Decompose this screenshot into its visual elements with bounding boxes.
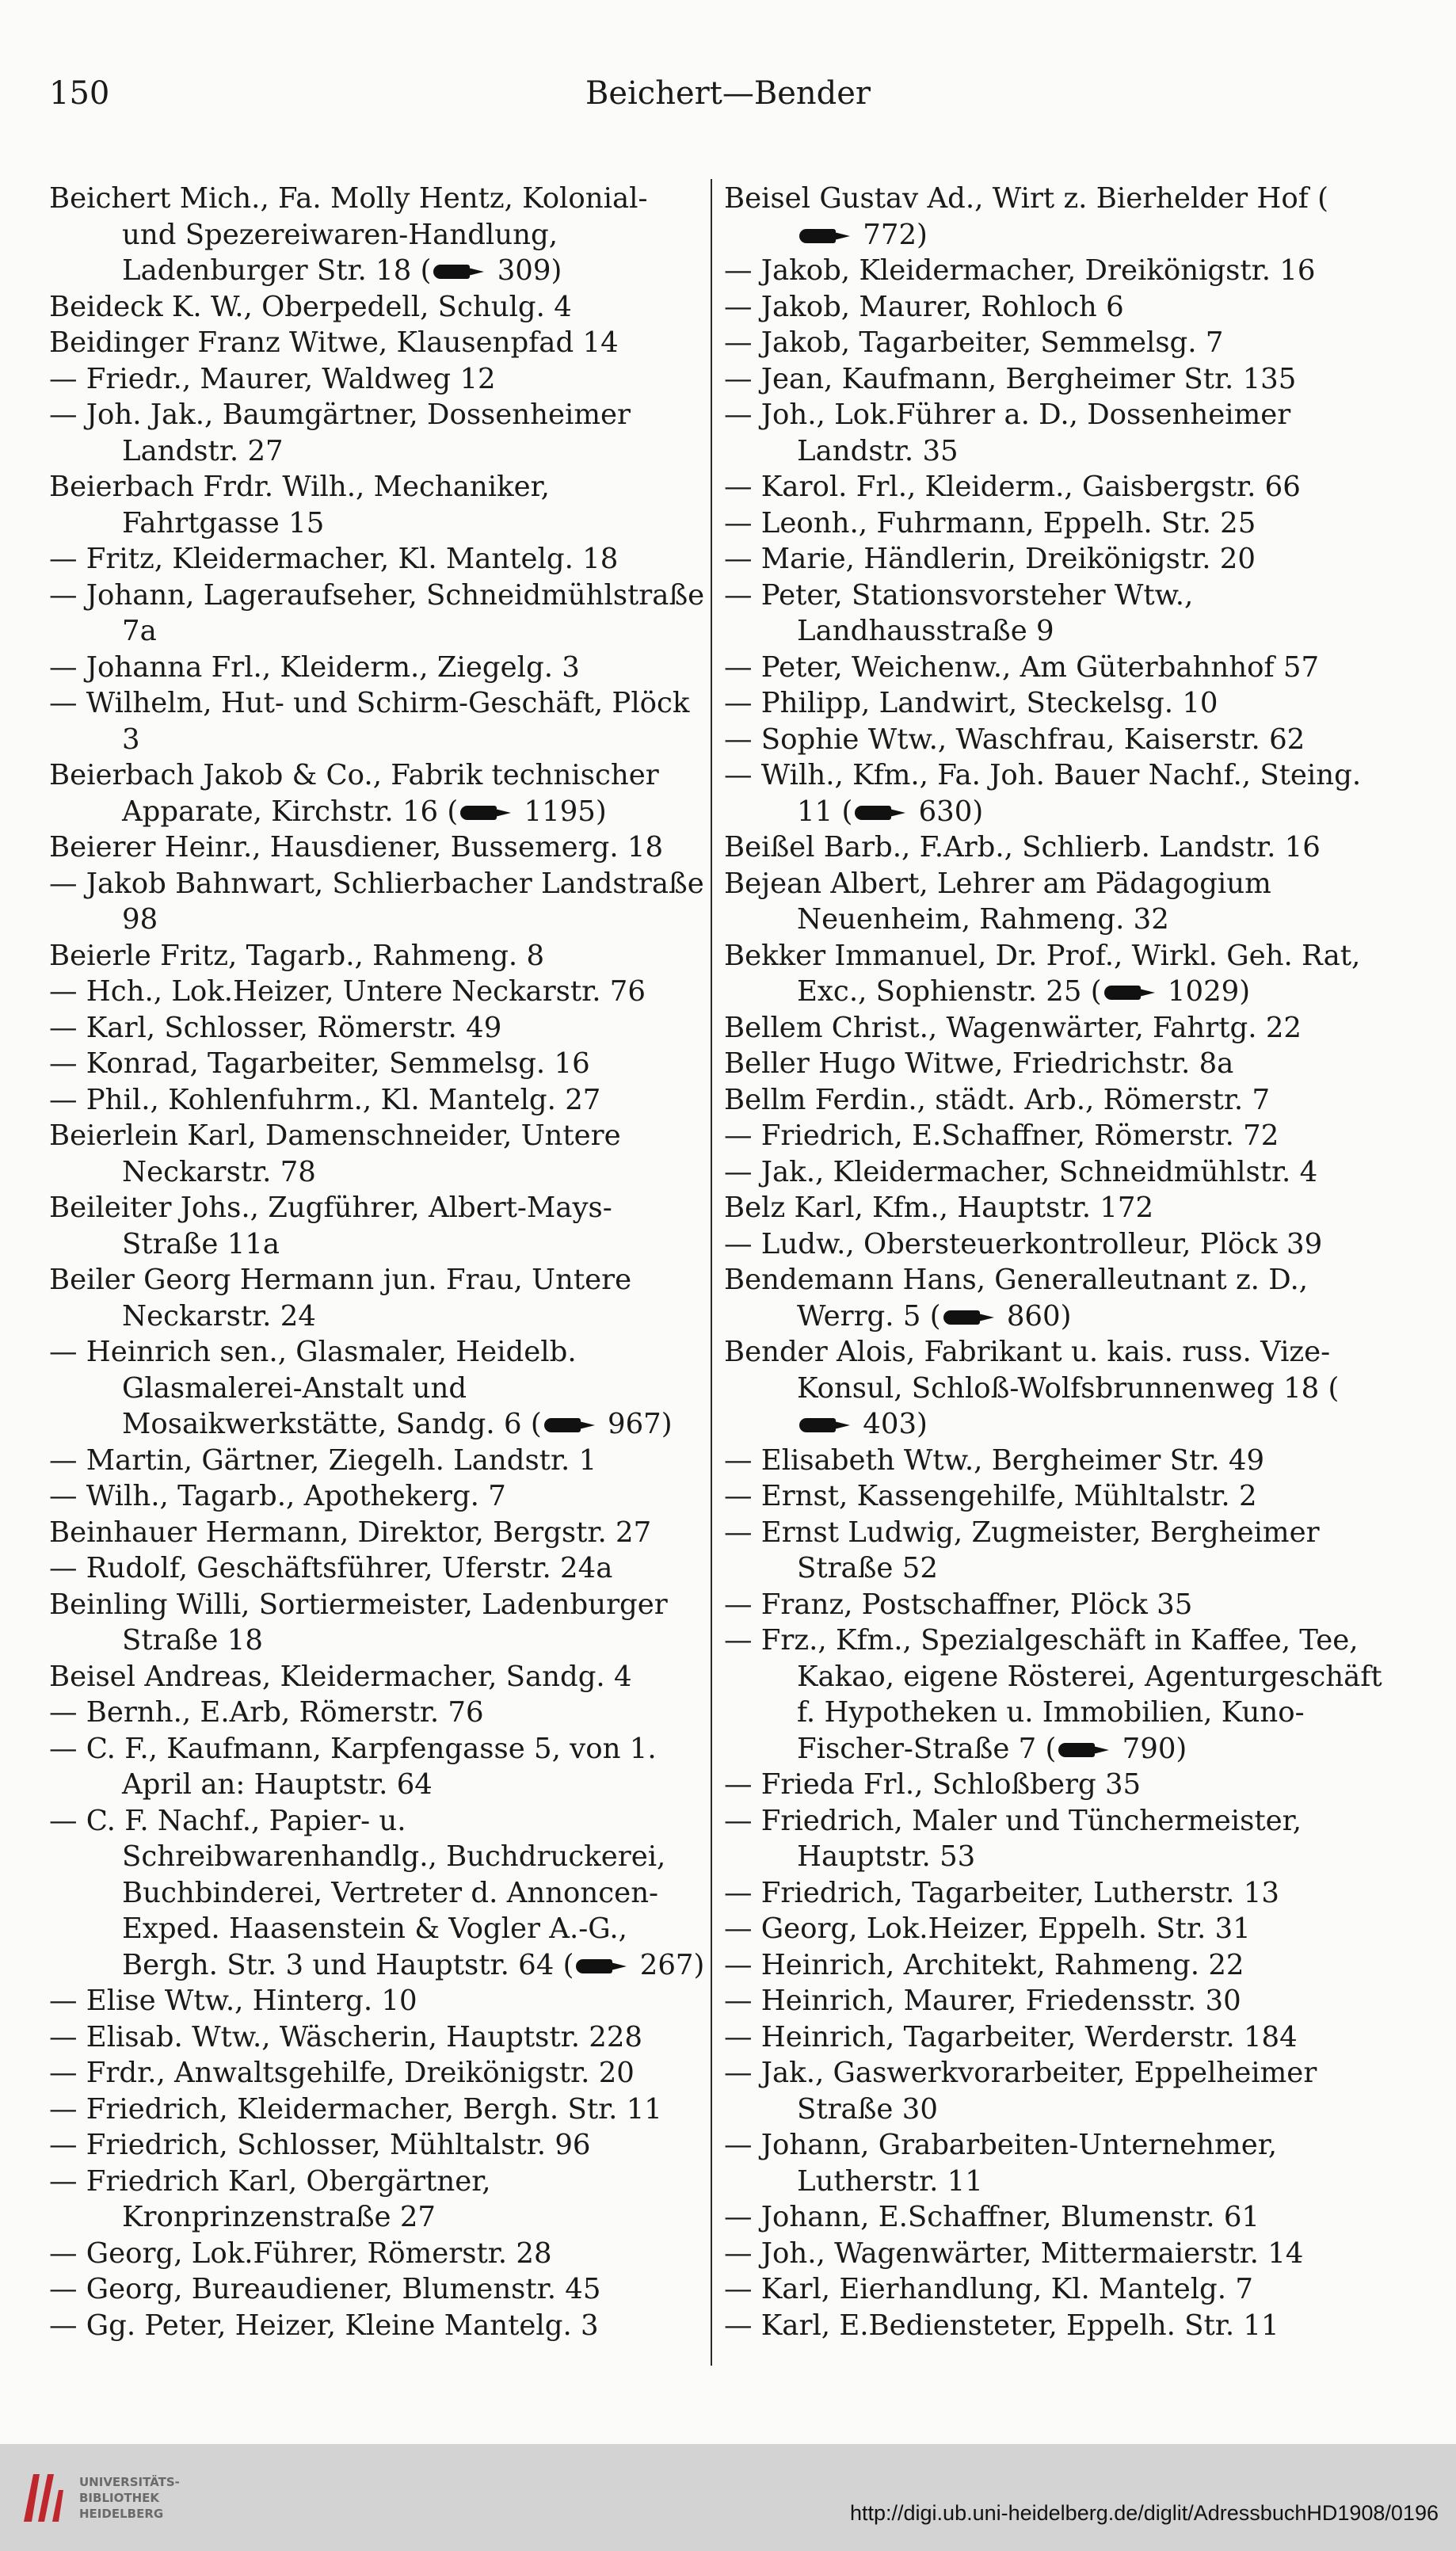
directory-entry: — Johanna Frl., Kleiderm., Ziegelg. 3 xyxy=(49,650,580,684)
directory-entry: — Jakob, Kleidermacher, Dreikönigstr. 16 xyxy=(724,254,1316,287)
directory-entry: — Frieda Frl., Schloßberg 35 xyxy=(724,1768,1142,1801)
directory-entry: Beller Hugo Witwe, Friedrichstr. 8a xyxy=(724,1047,1234,1080)
directory-entry: — Phil., Kohlenfuhrm., Kl. Mantelg. 27 xyxy=(49,1083,601,1116)
right-column xyxy=(724,181,1383,2343)
directory-entry: — Fritz, Kleidermacher, Kl. Mantelg. 18 xyxy=(49,543,619,575)
directory-entry: Bellm Ferdin., städt. Arb., Römerstr. 7 xyxy=(724,1083,1271,1116)
directory-entry: — C. F., Kaufmann, Karpfengasse 5, von 1. April an: Hauptstr. 64 xyxy=(49,1732,657,1801)
directory-entry: Beierer Heinr., Hausdiener, Bussemerg. 18 xyxy=(49,831,664,864)
directory-entry: Beichert Mich., Fa. Molly Hentz, Kolonial- und Spezereiwaren-Handlung, Ladenburger Str. 18 ( 309) xyxy=(49,182,648,287)
directory-entry: — Georg, Lok.Führer, Römerstr. 28 xyxy=(49,2236,552,2270)
directory-entry: — Joh., Lok.Führer a. D., Dossenheimer Landstr. 35 xyxy=(724,398,1291,467)
directory-entry: — Leonh., Fuhrmann, Eppelh. Str. 25 xyxy=(724,506,1256,540)
directory-entry: Beideck K. W., Oberpedell, Schulg. 4 xyxy=(49,290,572,323)
directory-entry: — Friedrich, Maler und Tünchermeister, Hauptstr. 53 xyxy=(724,1804,1302,1873)
directory-entry: — Joh., Wagenwärter, Mittermaierstr. 14 xyxy=(724,2236,1304,2270)
directory-entry: — Ernst, Kassengehilfe, Mühltalstr. 2 xyxy=(724,1480,1257,1512)
directory-entry: Beinling Willi, Sortiermeister, Ladenburger Straße 18 xyxy=(49,1588,668,1657)
directory-entry: — Johann, E.Schaffner, Blumenstr. 61 xyxy=(724,2201,1260,2233)
left-column xyxy=(49,181,708,2343)
directory-entry: — Gg. Peter, Heizer, Kleine Mantelg. 3 xyxy=(49,2309,599,2342)
directory-entry: — Frz., Kfm., Spezialgeschäft in Kaffee, Tee, Kakao, eigene Rösterei, Agenturgeschäft f. Hypotheken u. Immobilien, Kuno-Fischer-Straße 7 ( 790) xyxy=(724,1624,1382,1765)
directory-entry: — Rudolf, Geschäftsführer, Uferstr. 24a xyxy=(49,1552,613,1584)
page-title: Beichert—Bender xyxy=(585,75,871,112)
directory-entry: — Wilhelm, Hut- und Schirm-Geschäft, Plöck 3 xyxy=(49,687,690,756)
source-url-link[interactable]: http://digi.ub.uni-heidelberg.de/diglit/AdressbuchHD1908/0196 xyxy=(849,2501,1439,2525)
directory-entry: Bellem Christ., Wagenwärter, Fahrtg. 22 xyxy=(724,1011,1302,1044)
directory-entry: — Marie, Händlerin, Dreikönigstr. 20 xyxy=(724,543,1256,575)
directory-entry: — C. F. Nachf., Papier- u. Schreibwarenhandlg., Buchdruckerei, Buchbinderei, Vertreter d. Annoncen-Exped. Haasenstein & Vogler A.-G., Bergh. Str. 3 und Hauptstr. 64 ( 267) xyxy=(49,1804,705,1981)
directory-entry: — Heinrich, Maurer, Friedensstr. 30 xyxy=(724,1985,1241,2017)
directory-entry: Bekker Immanuel, Dr. Prof., Wirkl. Geh. Rat, Exc., Sophienstr. 25 ( 1029) xyxy=(724,939,1361,1008)
directory-entry: — Friedrich, E.Schaffner, Römerstr. 72 xyxy=(724,1119,1279,1152)
directory-entry: — Heinrich sen., Glasmaler, Heidelb. Glasmalerei-Anstalt und Mosaikwerkstätte, Sandg. 6 ( 967) xyxy=(49,1336,673,1440)
directory-entry: — Heinrich, Architekt, Rahmeng. 22 xyxy=(724,1948,1244,1981)
directory-entry: — Friedr., Maurer, Waldweg 12 xyxy=(49,362,496,395)
directory-entry: — Jak., Gaswerkvorarbeiter, Eppelheimer Straße 30 xyxy=(724,2057,1317,2126)
directory-entry: — Bernh., E.Arb, Römerstr. 76 xyxy=(49,1696,484,1729)
directory-entry: — Ludw., Obersteuerkontrolleur, Plöck 39 xyxy=(724,1227,1323,1260)
directory-entry: Beileiter Johs., Zugführer, Albert-Mays-Straße 11a xyxy=(49,1192,612,1260)
directory-entry: Beidinger Franz Witwe, Klausenpfad 14 xyxy=(49,326,619,359)
directory-entry: — Peter, Weichenw., Am Güterbahnhof 57 xyxy=(724,650,1320,684)
telephone-icon xyxy=(943,1307,996,1328)
directory-entry: — Jakob, Tagarbeiter, Semmelsg. 7 xyxy=(724,326,1224,359)
directory-entry: — Karl, Eierhandlung, Kl. Mantelg. 7 xyxy=(724,2273,1253,2305)
directory-entry: Beierbach Frdr. Wilh., Mechaniker, Fahrtgasse 15 xyxy=(49,471,550,540)
directory-entry: — Wilh., Kfm., Fa. Joh. Bauer Nachf., Steing. 11 ( 630) xyxy=(724,759,1362,828)
directory-entry: Beierle Fritz, Tagarb., Rahmeng. 8 xyxy=(49,939,545,972)
telephone-icon xyxy=(433,261,486,282)
directory-entry: — Philipp, Landwirt, Steckelsg. 10 xyxy=(724,687,1218,719)
page-number: 150 xyxy=(49,75,110,112)
telephone-icon xyxy=(855,803,907,823)
directory-entry: — Friedrich, Tagarbeiter, Lutherstr. 13 xyxy=(724,1876,1279,1909)
directory-entry: — Peter, Stationsvorsteher Wtw., Landhausstraße 9 xyxy=(724,578,1194,647)
directory-entry: — Wilh., Tagarb., Apothekerg. 7 xyxy=(49,1480,506,1512)
directory-entry: — Karl, E.Bediensteter, Eppelh. Str. 11 xyxy=(724,2309,1279,2342)
directory-entry: — Friedrich, Schlosser, Mühltalstr. 96 xyxy=(49,2129,591,2161)
directory-entry: — Frdr., Anwaltsgehilfe, Dreikönigstr. 20 xyxy=(49,2057,635,2089)
directory-entry: — Joh. Jak., Baumgärtner, Dossenheimer Landstr. 27 xyxy=(49,398,631,467)
directory-entry: — Konrad, Tagarbeiter, Semmelsg. 16 xyxy=(49,1047,590,1080)
directory-entry: Beiler Georg Hermann jun. Frau, Untere Neckarstr. 24 xyxy=(49,1264,632,1333)
directory-entry: — Franz, Postschaffner, Plöck 35 xyxy=(724,1588,1193,1621)
directory-entry: — Ernst Ludwig, Zugmeister, Bergheimer Straße 52 xyxy=(724,1516,1320,1584)
directory-entry: Bendemann Hans, Generalleutnant z. D., Werrg. 5 ( 860) xyxy=(724,1264,1309,1333)
directory-entry: — Sophie Wtw., Waschfrau, Kaiserstr. 62 xyxy=(724,723,1305,756)
directory-entry: — Jakob Bahnwart, Schlierbacher Landstraße 98 xyxy=(49,867,704,936)
directory-entry: Beierbach Jakob & Co., Fabrik technischer Apparate, Kirchstr. 16 ( 1195) xyxy=(49,759,659,828)
directory-entry: — Jakob, Maurer, Rohloch 6 xyxy=(724,290,1124,323)
directory-entry: — Martin, Gärtner, Ziegelh. Landstr. 1 xyxy=(49,1443,597,1477)
directory-entry: — Karl, Schlosser, Römerstr. 49 xyxy=(49,1011,502,1044)
telephone-icon xyxy=(460,803,513,823)
directory-entry: — Georg, Bureaudiener, Blumenstr. 45 xyxy=(49,2273,601,2305)
directory-entry: — Friedrich, Kleidermacher, Bergh. Str. 11 xyxy=(49,2092,662,2126)
directory-entry: Beinhauer Hermann, Direktor, Bergstr. 27 xyxy=(49,1516,652,1549)
directory-entry: Belz Karl, Kfm., Hauptstr. 172 xyxy=(724,1192,1154,1224)
telephone-icon xyxy=(544,1415,597,1436)
telephone-icon xyxy=(799,1415,852,1436)
telephone-icon xyxy=(799,226,852,246)
directory-entry: Bejean Albert, Lehrer am Pädagogium Neuenheim, Rahmeng. 32 xyxy=(724,867,1271,936)
telephone-icon xyxy=(576,1956,628,1977)
directory-entry: — Jean, Kaufmann, Bergheimer Str. 135 xyxy=(724,362,1297,395)
telephone-icon xyxy=(1104,982,1157,1003)
directory-entry: Beierlein Karl, Damenschneider, Untere Neckarstr. 78 xyxy=(49,1119,621,1188)
directory-entry: — Heinrich, Tagarbeiter, Werderstr. 184 xyxy=(724,2020,1298,2053)
telephone-icon xyxy=(1058,1740,1111,1760)
directory-entry: Beisel Andreas, Kleidermacher, Sandg. 4 xyxy=(49,1660,632,1693)
directory-entry: — Johann, Grabarbeiten-Unternehmer, Lutherstr. 11 xyxy=(724,2129,1278,2198)
directory-entry: — Johann, Lageraufseher, Schneidmühlstraße 7a xyxy=(49,578,705,647)
column-divider xyxy=(711,179,712,2366)
directory-entry: — Jak., Kleidermacher, Schneidmühlstr. 4 xyxy=(724,1155,1318,1188)
directory-entry: — Hch., Lok.Heizer, Untere Neckarstr. 76 xyxy=(49,975,646,1008)
directory-entry: — Elisab. Wtw., Wäscherin, Hauptstr. 228 xyxy=(49,2020,643,2053)
directory-entry: — Friedrich Karl, Obergärtner, Kronprinzenstraße 27 xyxy=(49,2164,491,2233)
directory-entry: — Elise Wtw., Hinterg. 10 xyxy=(49,1985,417,2017)
directory-entry: — Elisabeth Wtw., Bergheimer Str. 49 xyxy=(724,1443,1265,1477)
directory-entry: — Georg, Lok.Heizer, Eppelh. Str. 31 xyxy=(724,1912,1251,1945)
library-logo-text: UNIVERSITÄTS- BIBLIOTHEK HEIDELBERG xyxy=(79,2475,180,2521)
directory-entry: — Karol. Frl., Kleiderm., Gaisbergstr. 66 xyxy=(724,471,1301,503)
footer-bar xyxy=(0,2444,1456,2551)
directory-entry: Bender Alois, Fabrikant u. kais. russ. Vize-Konsul, Schloß-Wolfsbrunnenweg 18 ( 403) xyxy=(724,1336,1340,1440)
directory-entry: Beißel Barb., F.Arb., Schlierb. Landstr. 16 xyxy=(724,831,1321,864)
university-logo-icon xyxy=(17,2466,68,2530)
directory-entry: Beisel Gustav Ad., Wirt z. Bierhelder Hof ( 772) xyxy=(724,182,1328,251)
